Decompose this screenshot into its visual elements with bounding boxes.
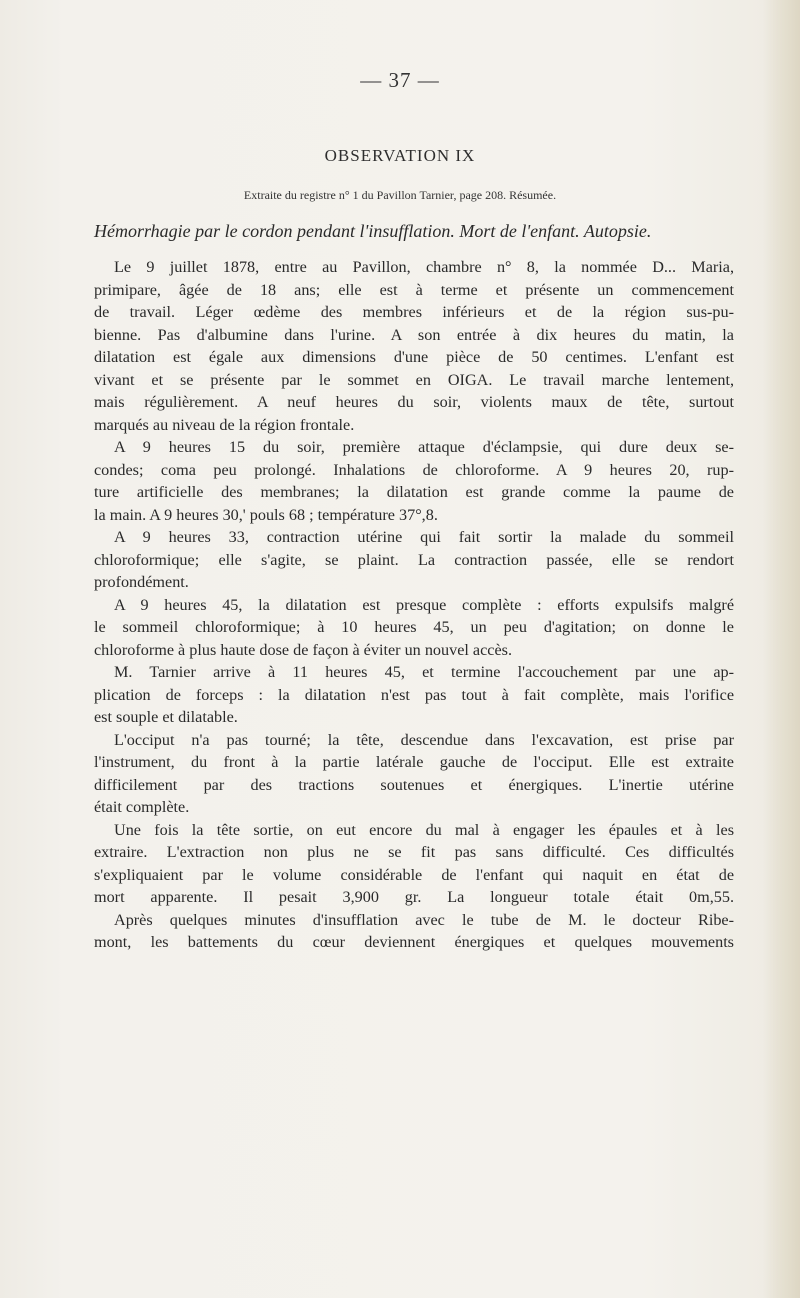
text-line: M. Tarnier arrive à 11 heures 45, et termine l'accouchement par une ap-: [114, 663, 734, 681]
text-line: chloroformique; elle s'agite, se plaint. La contraction passée, elle se rendort: [94, 550, 734, 569]
case-subtitle: Hémorrhagie par le cordon pendant l'insufflation. Mort de l'enfant. Autopsie.: [94, 221, 652, 241]
text-line: extraire. L'extraction non plus ne se fit pas sans difficulté. Ces difficultés: [94, 843, 734, 861]
text-line: mort apparente. Il pesait 3,900 gr. La longueur totale était 0m,55.: [94, 888, 734, 906]
text-line: A 9 heures 15 du soir, première attaque d'éclampsie, qui dure deux se-: [114, 438, 734, 456]
text-line: L'occiput n'a pas tourné; la tête, descendue dans l'excavation, est prise par: [114, 730, 734, 749]
text-line: s'expliquaient par le volume considérable de l'enfant qui naquit en état de: [94, 865, 734, 884]
text-line: de travail. Léger œdème des membres inférieurs et de la région sus-pu-: [94, 303, 734, 321]
text-line: profondément.: [94, 573, 189, 591]
text-line: plication de forceps : la dilatation n'est pas tout à fait complète, mais l'orifice: [94, 685, 734, 704]
text-line: primipare, âgée de 18 ans; elle est à terme et présente un commencement: [94, 280, 734, 299]
observation-title: OBSERVATION IX: [324, 146, 476, 165]
text-line: la main. A 9 heures 30,' pouls 68 ; température 37°,8.: [94, 505, 438, 524]
text-line: mont, les battements du cœur deviennent énergiques et quelques mouvements: [94, 933, 734, 951]
text-line: est souple et dilatable.: [94, 708, 238, 726]
text-line: Le 9 juillet 1878, entre au Pavillon, chambre n° 8, la nommée D... Maria,: [114, 258, 734, 276]
text-line: Une fois la tête sortie, on eut encore du mal à engager les épaules et à les: [114, 820, 734, 839]
text-line: dilatation est égale aux dimensions d'une pièce de 50 centimes. L'enfant est: [94, 348, 734, 366]
text-line: A 9 heures 33, contraction utérine qui fait sortir la malade du sommeil: [114, 528, 734, 546]
text-line: A 9 heures 45, la dilatation est presque complète : efforts expulsifs malgré: [114, 595, 734, 614]
text-line: difficilement par des tractions soutenues et énergiques. L'inertie utérine: [94, 775, 734, 794]
page-number: — 37 —: [360, 68, 440, 92]
text-line: condes; coma peu prolongé. Inhalations de chloroforme. A 9 heures 20, rup-: [94, 460, 734, 479]
text-line: mais régulièrement. A neuf heures du soir, violents maux de tête, surtout: [94, 393, 734, 411]
text-line: ture artificielle des membranes; la dilatation est grande comme la paume de: [94, 483, 734, 501]
text-line: Après quelques minutes d'insufflation avec le tube de M. le docteur Ribe-: [114, 910, 734, 929]
text-line: était complète.: [94, 798, 190, 816]
text-line: chloroforme à plus haute dose de façon à éviter un nouvel accès.: [94, 640, 513, 659]
text-line: bienne. Pas d'albumine dans l'urine. A son entrée à dix heures du matin, la: [94, 325, 734, 344]
text-line: l'instrument, du front à la partie latérale gauche de l'occiput. Elle est extraite: [94, 753, 734, 771]
text-line: vivant et se présente par le sommet en OIGA. Le travail marche lentement,: [94, 370, 734, 389]
source-note: Extraite du registre n° 1 du Pavillon Tarnier, page 208. Résumée.: [243, 188, 557, 202]
body-text: [94, 256, 734, 954]
text-line: le sommeil chloroformique; à 10 heures 45, un peu d'agitation; on donne le: [94, 618, 734, 636]
text-line: marqués au niveau de la région frontale.: [94, 415, 355, 434]
